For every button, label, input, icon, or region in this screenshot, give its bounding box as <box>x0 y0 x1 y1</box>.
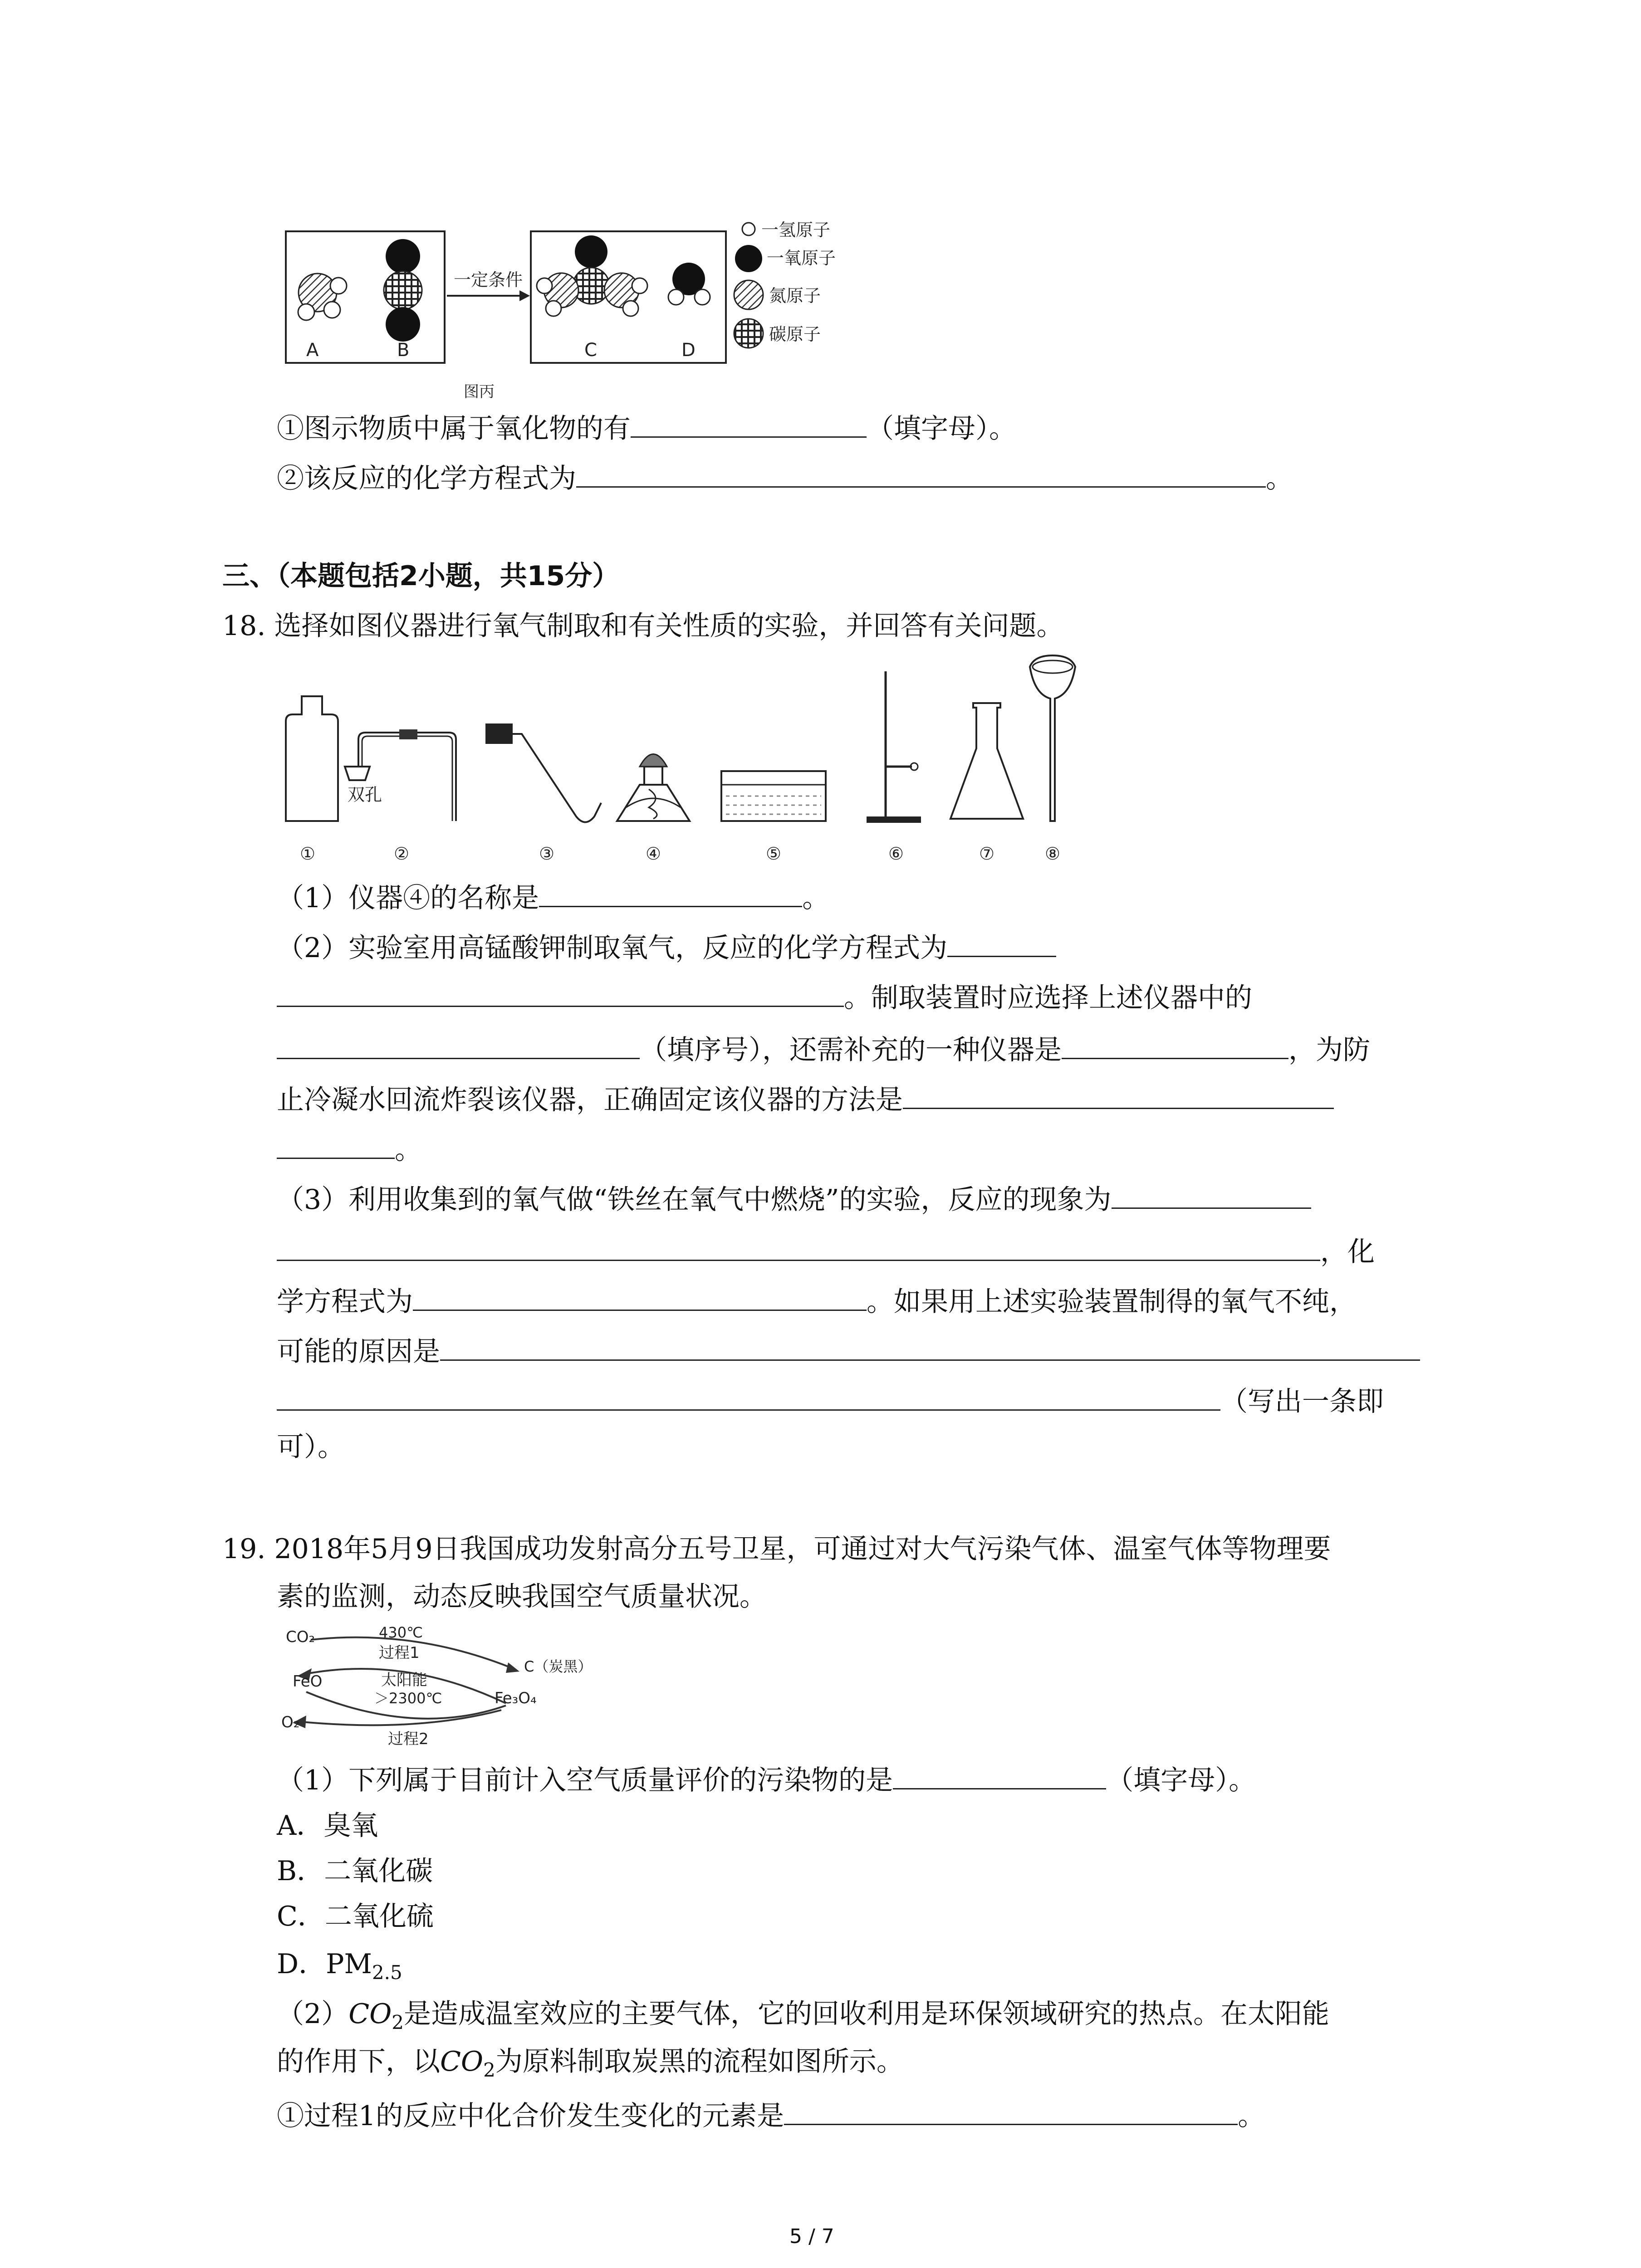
instrument-number: ⑤ <box>765 844 782 864</box>
instrument-number: ⑧ <box>1044 844 1061 864</box>
molecule-b-o1 <box>386 239 420 274</box>
q18-part3-line3 <box>277 1281 1357 1320</box>
q19-stem-line1 <box>222 1531 1331 1567</box>
option-c: C．二氧化硫 <box>277 1901 434 1932</box>
q18-stem-text: 选择如图仪器进行氧气制取和有关性质的实验，并回答有关问题。 <box>274 610 1064 642</box>
label-o2: O₂ <box>281 1713 300 1731</box>
q18-part3-line1 <box>277 1179 1311 1218</box>
q18-part3-text: （3）利用收集到的氧气做“铁丝在氧气中燃烧”的实验，反应的现象为 <box>277 1184 1112 1216</box>
q19-part2-text: 是造成温室效应的主要气体，它的回收利用是环保领域研究的热点。在太阳能 <box>404 1998 1330 2030</box>
label-a: A <box>306 340 319 361</box>
arrow-label: 一定条件 <box>454 270 523 290</box>
instrument-number: ⑥ <box>888 844 904 864</box>
section-heading: 三、（本题包括2小题，共15分） <box>222 560 620 592</box>
q18-part2-line4 <box>277 1080 1334 1118</box>
q17-sub1-tail: （填字母）。 <box>867 413 1016 445</box>
answer-blank[interactable] <box>903 1080 1334 1109</box>
formula-subscript: 2 <box>483 2059 495 2081</box>
q19-part3-tail: 。 <box>1238 2100 1265 2132</box>
legend-n: 氮原子 <box>769 286 821 306</box>
q18-part3-text: 学方程式为 <box>277 1286 413 1318</box>
molecule-b-o2 <box>386 307 420 342</box>
option-d-subscript: 2.5 <box>372 1961 402 1984</box>
q19-part3-text: ①过程1的反应中化合价发生变化的元素是 <box>277 2100 784 2132</box>
q19-stem-text: 2018年5月9日我国成功发射高分五号卫星，可通过对大气污染气体、温室气体等物理要 <box>274 1533 1331 1565</box>
instrument-number: ④ <box>645 844 661 864</box>
question-number: 18. <box>222 610 266 642</box>
q18-part2-text: 止冷凝水回流炸裂该仪器，正确固定该仪器的方法是 <box>277 1084 903 1116</box>
label-solar: 太阳能 <box>381 1671 427 1689</box>
answer-blank[interactable] <box>893 1760 1106 1789</box>
instrument-number: ① <box>299 844 316 864</box>
question-number: 19. <box>222 1533 266 1565</box>
water-trough-icon <box>721 771 826 821</box>
option-b: B．二氧化碳 <box>277 1855 433 1887</box>
legend-o: 一氧原子 <box>767 248 836 268</box>
answer-blank[interactable] <box>413 1281 867 1311</box>
q18-part3-text: 。如果用上述实验装置制得的氧气不纯， <box>867 1286 1357 1318</box>
q19-part2-text: （2） <box>277 1998 349 2030</box>
q18-part1-tail: 。 <box>802 882 830 914</box>
label-carbon-black: C（炭黑） <box>524 1658 593 1675</box>
answer-blank[interactable] <box>277 1232 1320 1261</box>
label-b: B <box>397 340 410 361</box>
stopper-icon <box>345 767 370 780</box>
legend-h: 一氢原子 <box>761 220 831 240</box>
formula-subscript: 2 <box>392 2011 404 2033</box>
q17-sub2-tail: 。 <box>1266 463 1293 494</box>
label-co2: CO₂ <box>286 1628 315 1646</box>
label-temp2: ＞2300℃ <box>374 1690 442 1707</box>
q19-part1-text: （1）下列属于目前计入空气质量评价的污染物的是 <box>277 1765 893 1796</box>
q18-part3-line4 <box>277 1331 1420 1370</box>
q17-sub2-text: ②该反应的化学方程式为 <box>277 463 576 494</box>
option-d-text: D．PM <box>277 1948 372 1980</box>
bent-tube-icon <box>504 734 601 822</box>
q18-part3-line6: 可）。 <box>277 1431 345 1463</box>
q18-part3-text: 可能的原因是 <box>277 1336 440 1368</box>
figure-caption: 图丙 <box>464 383 495 401</box>
q18-part3-line2 <box>277 1232 1375 1270</box>
q17-sub1-text: ①图示物质中属于氧化物的有 <box>277 413 631 445</box>
q19-part1 <box>277 1760 1256 1799</box>
q18-part1 <box>277 878 829 916</box>
answer-blank[interactable] <box>1062 1030 1288 1059</box>
answer-blank[interactable] <box>576 458 1266 488</box>
funnel-icon <box>1030 655 1075 821</box>
label-fe3o4: Fe₃O₄ <box>495 1689 537 1707</box>
q18-part2-line1 <box>277 928 1056 966</box>
q17-sub1 <box>277 408 1016 447</box>
reaction-diagram <box>281 213 880 404</box>
q18-part3-line5 <box>277 1381 1384 1420</box>
conical-flask-icon <box>950 703 1023 819</box>
q17-sub2 <box>277 458 1293 497</box>
answer-blank[interactable] <box>947 928 1056 957</box>
q18-part2-line2 <box>277 978 1252 1016</box>
q18-part2-text: 。 <box>395 1134 422 1166</box>
answer-blank[interactable] <box>277 1381 1220 1411</box>
carbon-cycle-diagram <box>279 1619 624 1751</box>
instrument-number: ③ <box>539 844 555 864</box>
label-double-hole: 双孔 <box>348 785 382 805</box>
instruments-figure <box>268 653 1098 871</box>
q19-part2-line1 <box>277 1996 1329 2041</box>
q19-part1-tail: （填字母）。 <box>1106 1765 1256 1796</box>
q18-part1-text: （1）仪器④的名称是 <box>277 882 539 914</box>
label-d: D <box>681 340 696 361</box>
q18-part2-text: ，为防 <box>1288 1034 1370 1066</box>
q18-part2-line3 <box>277 1030 1370 1068</box>
label-process2: 过程2 <box>388 1730 429 1748</box>
q18-part3-text: ，化 <box>1320 1236 1375 1268</box>
label-process1: 过程1 <box>379 1644 420 1662</box>
formula-co2: CO <box>348 1998 392 2030</box>
answer-blank[interactable] <box>539 878 802 907</box>
answer-blank[interactable] <box>277 1030 640 1059</box>
answer-blank[interactable] <box>277 1129 395 1159</box>
answer-blank[interactable] <box>277 978 844 1007</box>
q18-stem <box>222 608 1064 644</box>
instrument-number: ⑦ <box>979 844 995 864</box>
answer-blank[interactable] <box>1112 1179 1311 1209</box>
q19-part2-text: 为原料制取炭黑的流程如图所示。 <box>495 2046 904 2077</box>
q19-stem-line2: 素的监测，动态反映我国空气质量状况。 <box>277 1581 767 1613</box>
label-feo: FeO <box>293 1672 323 1691</box>
option-a: A．臭氧 <box>277 1810 378 1842</box>
q18-part3-text: （写出一条即 <box>1220 1386 1384 1418</box>
q19-part2-text: 的作用下，以 <box>277 2046 440 2077</box>
answer-blank[interactable] <box>440 1331 1420 1361</box>
label-c: C <box>584 340 597 361</box>
q18-part2-text: （2）实验室用高锰酸钾制取氧气，反应的化学方程式为 <box>277 932 948 964</box>
q19-part3 <box>277 2096 1265 2134</box>
answer-blank[interactable] <box>784 2096 1238 2125</box>
page-number: 5 / 7 <box>789 2225 834 2248</box>
formula-co2: CO <box>440 2046 484 2077</box>
legend-c: 碳原子 <box>769 324 821 344</box>
option-d <box>277 1946 402 1991</box>
molecule-b-c <box>384 271 422 309</box>
q18-part2-line5 <box>277 1129 422 1168</box>
q19-part2-line2 <box>277 2043 904 2088</box>
q18-part2-text: （填序号），还需补充的一种仪器是 <box>640 1034 1062 1066</box>
gas-bottle-icon <box>286 696 338 821</box>
q18-part2-text: 。制取装置时应选择上述仪器中的 <box>844 982 1252 1014</box>
answer-blank[interactable] <box>631 408 867 438</box>
instrument-number: ② <box>393 844 410 864</box>
label-temp1: 430℃ <box>379 1624 423 1641</box>
